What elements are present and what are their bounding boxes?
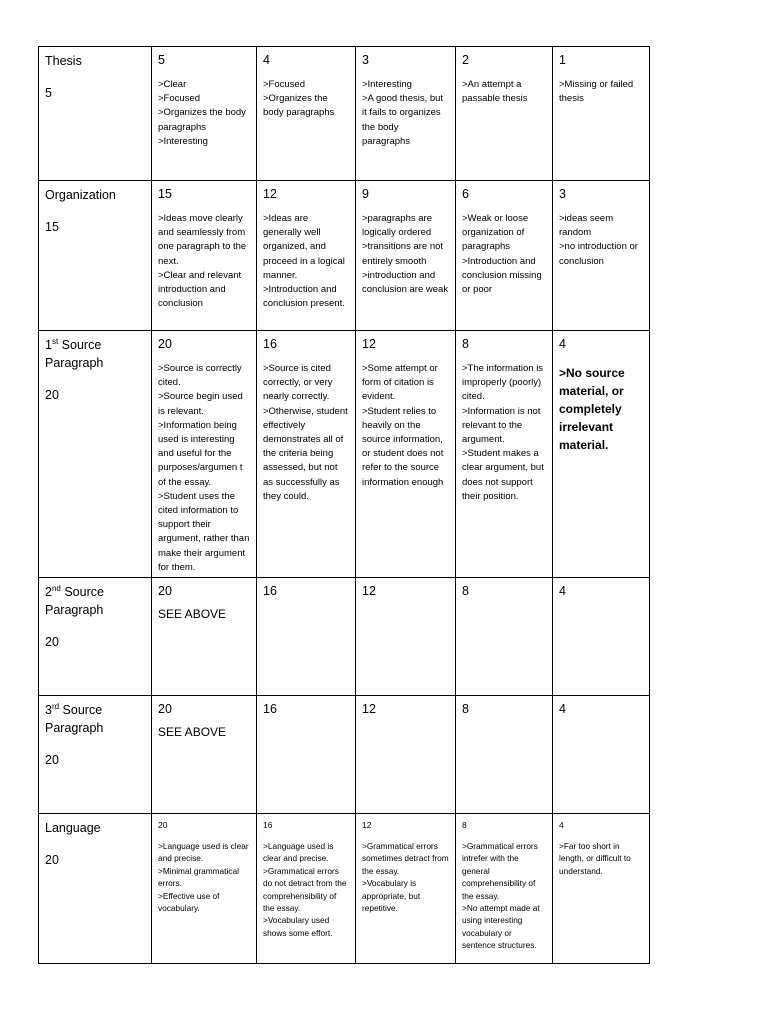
rubric-row-organization: [39, 181, 650, 331]
category-cell: [39, 331, 152, 578]
score-value: 1: [559, 53, 566, 67]
category-label: Language: [45, 821, 101, 836]
rubric-row-language: [39, 814, 650, 964]
score-cell: [152, 578, 257, 696]
score-value: 9: [362, 187, 369, 201]
score-value: 8: [462, 702, 469, 717]
score-value: 12: [362, 702, 376, 717]
category-points: 20: [45, 753, 59, 768]
category-cell: [39, 181, 152, 331]
category-label: 3rd Source Paragraph: [45, 701, 104, 736]
score-description: >An attempt a passable thesis: [462, 79, 528, 105]
score-description: >paragraphs are logically ordered >transitions are not entirely smooth >introduction and conclusion are weak: [362, 213, 449, 296]
see-above-note: SEE ABOVE: [158, 725, 227, 740]
score-cell: [152, 331, 257, 578]
score-description: >Missing or failed thesis: [559, 79, 634, 105]
score-cell: [152, 47, 257, 181]
score-cell: [456, 578, 553, 696]
score-value: 12: [362, 584, 376, 599]
score-cell: [553, 814, 650, 964]
score-cell: [456, 696, 553, 814]
category-points: 5: [45, 86, 52, 100]
score-cell: [553, 47, 650, 181]
score-cell: [257, 181, 356, 331]
score-value: 3: [559, 187, 566, 201]
score-cell: [356, 696, 456, 814]
score-cell: [257, 814, 356, 964]
category-cell: [39, 578, 152, 696]
score-value: 12: [362, 337, 376, 351]
category-points: 20: [45, 635, 59, 650]
score-cell: [456, 181, 553, 331]
score-description: >Source is correctly cited. >Source begin used is relevant. >Information being used is interesting and useful for the purposes/argumen t of the essay. >Student uses the cited information to support their argument, rather than make their argument for them.: [158, 363, 250, 573]
score-value: 15: [158, 187, 172, 201]
category-label: 1st Source Paragraph: [45, 336, 104, 370]
score-description: >Grammatical errors sometimes detract from the essay. >Vocabulary is appropriate, but repetitive.: [362, 841, 449, 914]
score-value: 20: [158, 584, 172, 599]
score-value: 12: [362, 820, 372, 831]
score-cell: [356, 814, 456, 964]
category-label: Thesis: [45, 54, 82, 68]
score-description: >Ideas are generally well organized, and proceed in a logical manner. >Introduction and conclusion present.: [263, 213, 345, 310]
score-value: 2: [462, 53, 469, 67]
score-cell: [456, 47, 553, 181]
category-points: 20: [45, 853, 59, 868]
see-above-note: SEE ABOVE: [158, 607, 227, 622]
score-value: 4: [559, 337, 566, 351]
score-value: 4: [559, 820, 564, 831]
score-description: >Ideas move clearly and seamlessly from one paragraph to the next. >Clear and relevant introduction and conclusion: [158, 213, 247, 310]
category-cell: [39, 696, 152, 814]
score-value: 5: [158, 53, 165, 67]
score-cell: [257, 47, 356, 181]
score-value: 20: [158, 820, 168, 831]
score-description: >Language used is clear and precise. >Minimal grammatical errors. >Effective use of vocabulary.: [158, 841, 249, 914]
score-description: >Far too short in length, or difficult to understand.: [559, 841, 631, 876]
score-cell: [553, 331, 650, 578]
score-description: >Interesting >A good thesis, but it fails to organizes the body paragraphs: [362, 79, 444, 147]
score-description: >Clear >Focused >Organizes the body paragraphs >Interesting: [158, 79, 246, 147]
score-cell: [152, 181, 257, 331]
score-description: >Some attempt or form of citation is evident. >Student relies to heavily on the source information, or student does not refer to the source information enough: [362, 363, 444, 488]
score-value: 4: [559, 702, 566, 717]
score-cell: [356, 181, 456, 331]
category-label: Organization: [45, 188, 116, 202]
score-description: >Grammatical errors intrefer with the general comprehensibility of the essay. >No attempt made at using interesting vocabulary or sentence structures.: [462, 841, 540, 951]
rubric-table: [38, 46, 650, 964]
score-value: 3: [362, 53, 369, 67]
score-cell: [456, 814, 553, 964]
score-cell: [356, 47, 456, 181]
rubric-row-third-source: [39, 696, 650, 814]
score-description: >Language used is clear and precise. >Grammatical errors do not detract from the comprehensibility of the essay. >Vocabulary used shows some effort.: [263, 841, 347, 938]
rubric-row-first-source: [39, 331, 650, 578]
score-value: 12: [263, 187, 277, 201]
score-cell: [257, 578, 356, 696]
score-cell: [152, 814, 257, 964]
score-description: >ideas seem random >no introduction or conclusion: [559, 213, 638, 267]
score-description: >The information is improperly (poorly) cited. >Information is not relevant to the argument. >Student makes a clear argument, but does not support their position.: [462, 363, 544, 502]
category-cell: [39, 47, 152, 181]
score-value: 16: [263, 820, 273, 831]
category-label: 2nd Source Paragraph: [45, 583, 104, 618]
score-value: 4: [263, 53, 270, 67]
score-cell: [257, 331, 356, 578]
score-cell: [257, 696, 356, 814]
score-value: 16: [263, 337, 277, 351]
score-cell: [553, 181, 650, 331]
category-points: 20: [45, 388, 59, 402]
score-cell: [152, 696, 257, 814]
score-value: 20: [158, 702, 172, 717]
category-cell: [39, 814, 152, 964]
score-value: 6: [462, 187, 469, 201]
score-description: >Source is cited correctly, or very nearly correctly. >Otherwise, student effectively demonstrates all of the criteria being assessed, but not as successfully as they could.: [263, 363, 348, 502]
score-value: 8: [462, 337, 469, 351]
score-value: 8: [462, 820, 467, 831]
score-description: >Focused >Organizes the body paragraphs: [263, 79, 335, 119]
score-value: 16: [263, 702, 277, 717]
score-value: 8: [462, 584, 469, 599]
score-value: 16: [263, 584, 277, 599]
score-value: 20: [158, 337, 172, 351]
rubric-row-second-source: [39, 578, 650, 696]
score-cell: [553, 578, 650, 696]
score-cell: [356, 578, 456, 696]
category-points: 15: [45, 220, 59, 234]
rubric-row-thesis: [39, 47, 650, 181]
score-cell: [553, 696, 650, 814]
score-cell: [456, 331, 553, 578]
score-description: >No source material, or completely irrelevant material.: [559, 366, 625, 452]
score-value: 4: [559, 584, 566, 599]
score-description: >Weak or loose organization of paragraphs >Introduction and conclusion missing or poor: [462, 213, 542, 296]
score-cell: [356, 331, 456, 578]
